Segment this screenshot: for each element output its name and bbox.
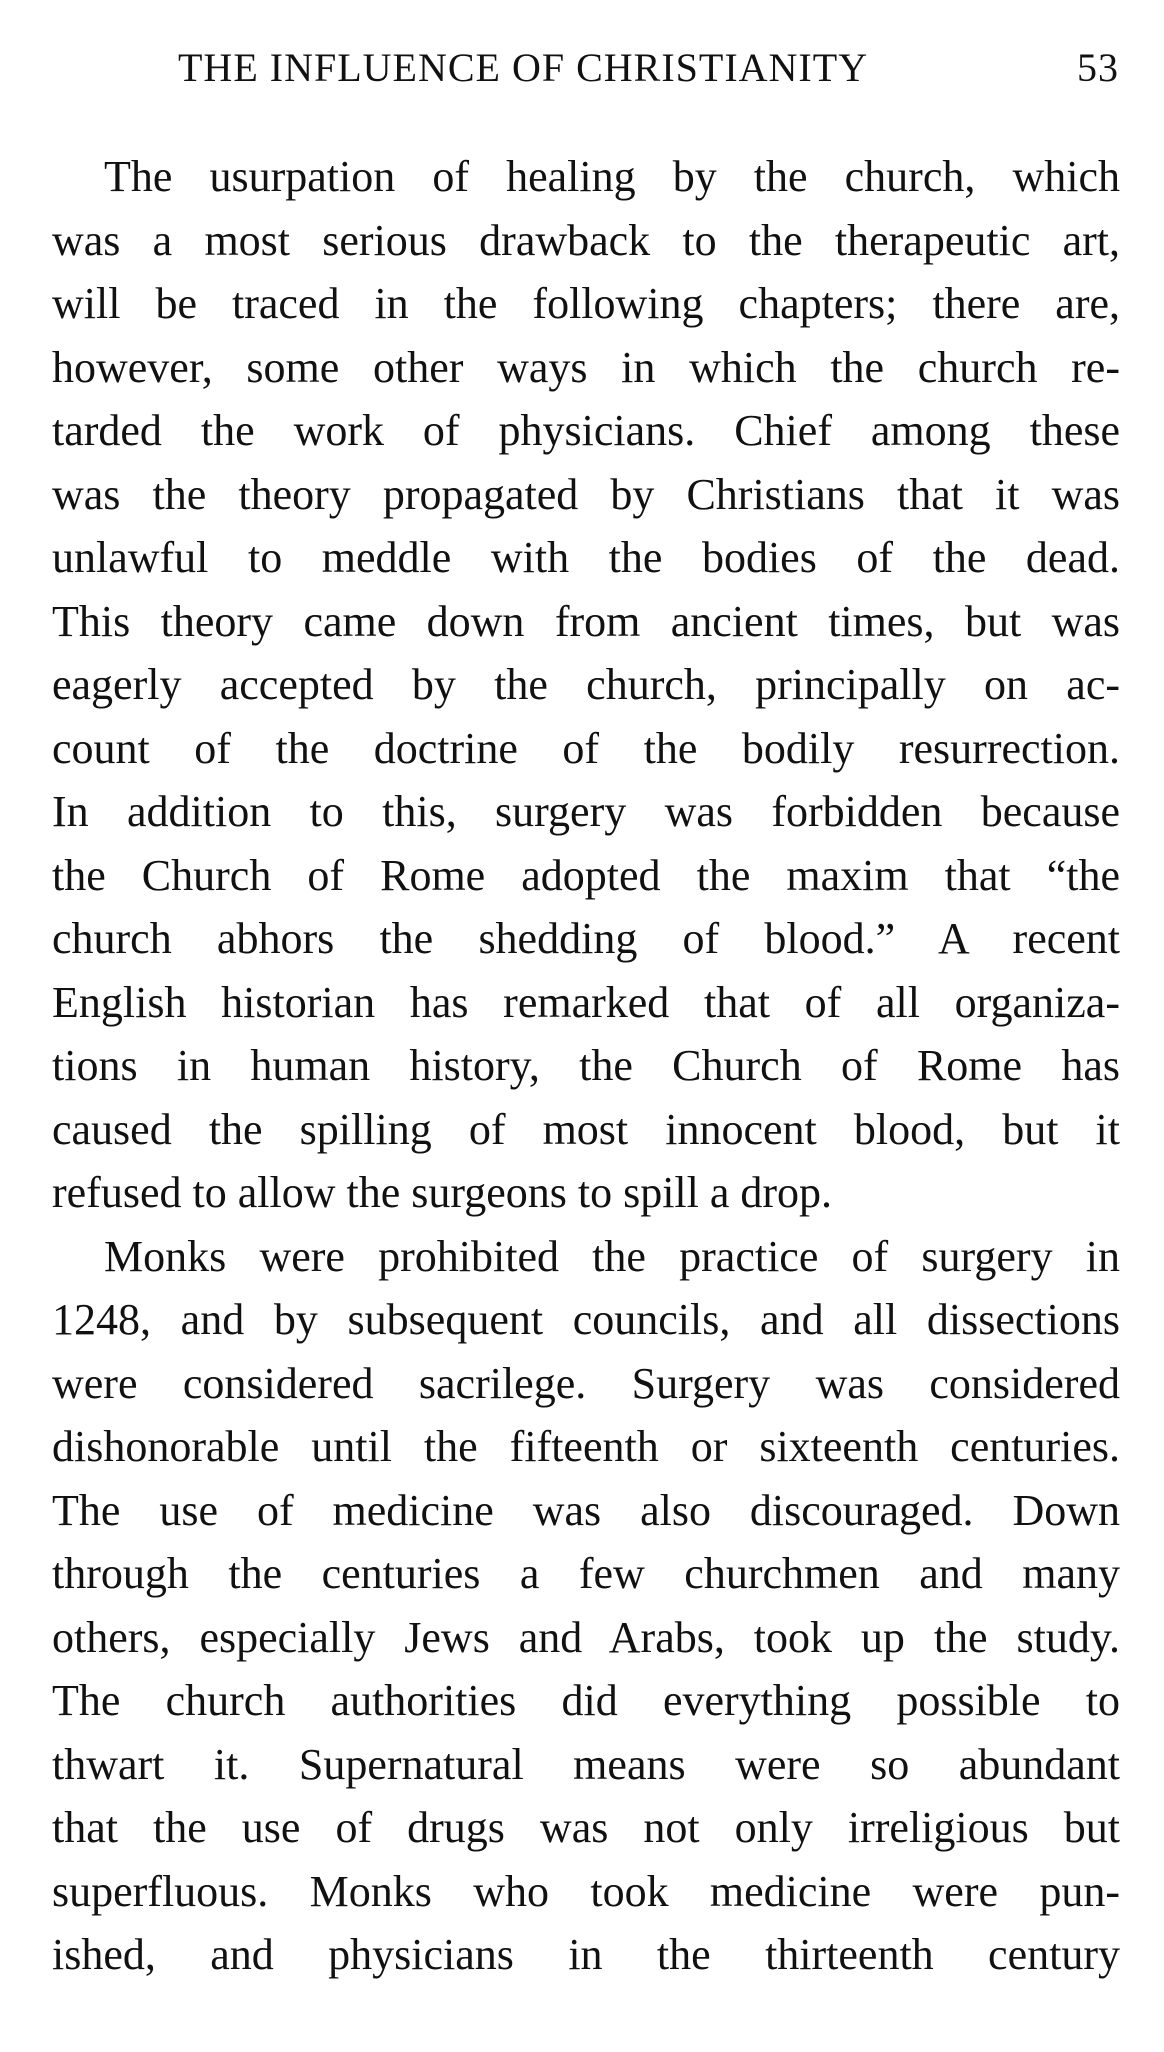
text-line: count of the doctrine of the bodily resurrection. xyxy=(52,723,1120,773)
text-line: through the centuries a few churchmen and many xyxy=(52,1549,1120,1598)
running-title: THE INFLUENCE OF CHRISTIANITY xyxy=(178,45,869,90)
paragraph-2 xyxy=(52,1225,1120,1987)
text-line: English historian has remarked that of all organiza- xyxy=(52,977,1120,1027)
text-line: however, some other ways in which the church re- xyxy=(52,342,1120,392)
running-head xyxy=(178,44,1119,104)
text-line: dishonorable until the fifteenth or sixteenth centuries. xyxy=(52,1422,1120,1471)
text-line: The usurpation of healing by the church, which xyxy=(104,152,1120,201)
text-line: the Church of Rome adopted the maxim that “the xyxy=(52,850,1120,900)
text-line: superfluous. Monks who took medicine were pun- xyxy=(52,1866,1120,1916)
text-line: that the use of drugs was not only irreligious but xyxy=(52,1803,1120,1852)
text-line: caused the spilling of most innocent blood, but it xyxy=(52,1104,1120,1154)
text-line: tions in human history, the Church of Rome has xyxy=(52,1041,1120,1090)
text-line: ished, and physicians in the thirteenth century xyxy=(52,1930,1120,1979)
text-line: thwart it. Supernatural means were so abundant xyxy=(52,1739,1120,1789)
text-line: Monks were prohibited the practice of surgery in xyxy=(104,1231,1120,1281)
text-line: The use of medicine was also discouraged. Down xyxy=(52,1485,1120,1535)
text-line: refused to allow the surgeons to spill a drop. xyxy=(52,1168,833,1217)
text-line: This theory came down from ancient times, but was xyxy=(52,596,1120,646)
text-line: unlawful to meddle with the bodies of the dead. xyxy=(52,533,1120,582)
text-line: church abhors the shedding of blood.” A recent xyxy=(52,914,1120,963)
text-line: 1248, and by subsequent councils, and all dissections xyxy=(52,1295,1120,1344)
text-line: will be traced in the following chapters; there are, xyxy=(52,279,1120,328)
text-line: In addition to this, surgery was forbidden because xyxy=(52,787,1120,836)
text-line: were considered sacrilege. Surgery was considered xyxy=(52,1358,1120,1408)
text-line: eagerly accepted by the church, principally on ac- xyxy=(52,660,1120,709)
text-line: was a most serious drawback to the therapeutic art, xyxy=(52,215,1120,265)
body-text xyxy=(52,145,1120,1987)
text-line: others, especially Jews and Arabs, took up the study. xyxy=(52,1612,1120,1662)
paragraph-1 xyxy=(52,145,1120,1225)
text-line: The church authorities did everything possible to xyxy=(52,1676,1120,1725)
text-line: was the theory propagated by Christians that it was xyxy=(52,469,1120,519)
text-line: tarded the work of physicians. Chief among these xyxy=(52,406,1120,455)
page-number: 53 xyxy=(1077,45,1119,90)
